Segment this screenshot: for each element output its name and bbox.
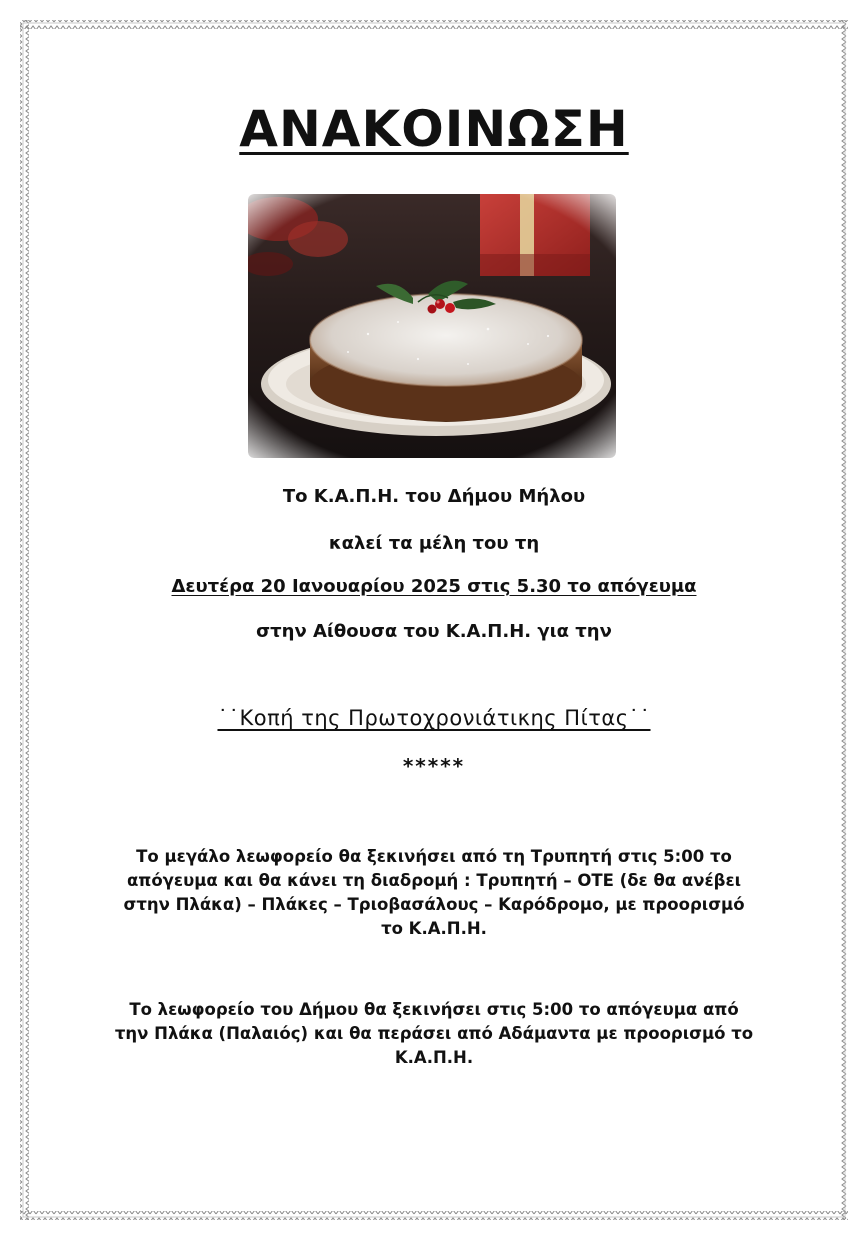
event-venue-line: στην Αίθουσα του Κ.Α.Π.Η. για την	[256, 621, 612, 642]
invitation-organizer-line: Το Κ.Α.Π.Η. του Δήμου Μήλου	[282, 486, 586, 507]
page-title: ΑΝΑΚΟΙΝΩΣΗ	[239, 100, 629, 158]
announcement-page	[30, 30, 838, 1210]
vasilopita-cake-photo	[248, 194, 616, 458]
event-title-text: ˙˙Κοπή της Πρωτοχρονιάτικης Πίτας˙˙	[217, 706, 651, 730]
event-title	[30, 706, 838, 730]
invitation-members-line: καλεί τα μέλη του τη	[328, 533, 540, 554]
municipal-bus-route-paragraph: Το λεωφορείο του Δήμου θα ξεκινήσει στις 5:00 το απόγευμα από την Πλάκα (Παλαιός) και θα περάσει από Αδάμαντα με προορισμό το Κ.Α.Π.Η.	[114, 1000, 754, 1067]
separator-stars: *****	[402, 754, 466, 778]
event-date-line: Δευτέρα 20 Ιανουαρίου 2025 στις 5.30 το απόγευμα	[171, 576, 697, 597]
large-bus-route-paragraph: Το μεγάλο λεωφορείο θα ξεκινήσει από τη Τρυπητή στις 5:00 το απόγευμα και θα κάνει τη διαδρομή : Τρυπητή – ΟΤΕ (δε θα ανέβει στην Πλάκα) – Πλάκες – Τριοβασάλους – Καρόδρομο, με προορισμό το Κ.Α.Π.Η.	[123, 847, 745, 938]
